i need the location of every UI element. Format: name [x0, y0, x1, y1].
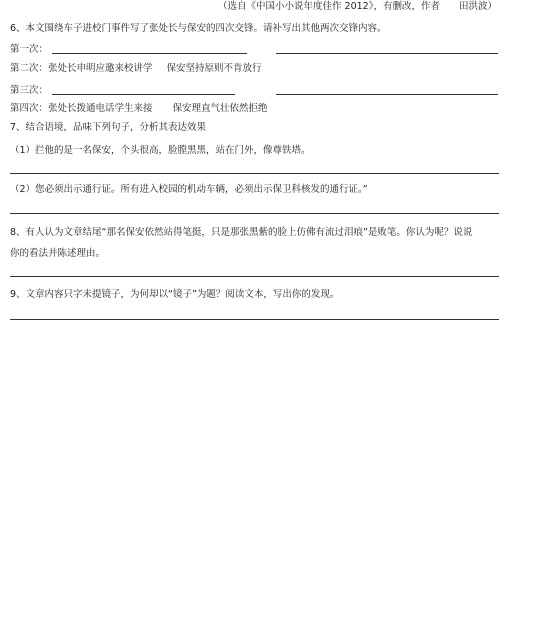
q6-fourth-row: [10, 103, 268, 115]
q6-first-answer-line-b[interactable]: [276, 53, 498, 54]
q6-fourth-b: 保安理直气壮依然拒绝: [172, 103, 268, 114]
q6-fourth-label: 第四次：: [10, 103, 49, 114]
q6-first-answer-line-a[interactable]: [52, 53, 247, 54]
question-7-prompt: 7、结合语境，品味下列句子，分析其表达效果: [10, 122, 207, 133]
question-6-prompt: 6、本文围绕车子进校门事件写了张处长与保安的四次交锋。请补写出其他两次交锋内容。: [10, 23, 387, 34]
q6-fourth-a: 张处长拨通电话学生来接: [48, 103, 153, 114]
q6-first-label: 第一次：: [10, 44, 49, 55]
q7-sentence-1: （1）拦他的是一名保安，个头很高，脸膛黑黑，站在门外，像尊铁塔。: [10, 145, 311, 156]
q6-second-row: [10, 63, 262, 75]
question-8-prompt-line-2: 你的看法并陈述理由。: [10, 248, 106, 259]
q7-answer-line-2[interactable]: [10, 213, 499, 214]
question-9-prompt: 9、文章内容只字未提镜子，为何却以“镜子”为题？阅读文本，写出你的发现。: [10, 289, 340, 300]
question-8-prompt-line-1: 8、有人认为文章结尾“那名保安依然站得笔挺，只是那张黑紫的脸上仿佛有流过泪痕”是败笔。你认为呢？说说: [10, 227, 473, 238]
q6-third-answer-line-a[interactable]: [52, 94, 235, 95]
q8-answer-line[interactable]: [10, 276, 499, 277]
q6-second-b: 保安坚持原则不肯放行: [166, 63, 262, 74]
q6-third-answer-line-b[interactable]: [276, 94, 498, 95]
q9-answer-line[interactable]: [10, 319, 499, 320]
q7-sentence-2: （2）您必须出示通行证。所有进入校园的机动车辆，必须出示保卫科核发的通行证。”: [10, 184, 368, 195]
q6-second-a: 张处长申明应邀来校讲学: [48, 63, 153, 74]
source-note: （选自《中国小小说年度佳作 2012》，有删改，作者 田洪波）: [218, 1, 497, 12]
q6-second-label: 第二次：: [10, 63, 49, 74]
q6-third-label: 第三次：: [10, 85, 49, 96]
q7-answer-line-1[interactable]: [10, 173, 499, 174]
